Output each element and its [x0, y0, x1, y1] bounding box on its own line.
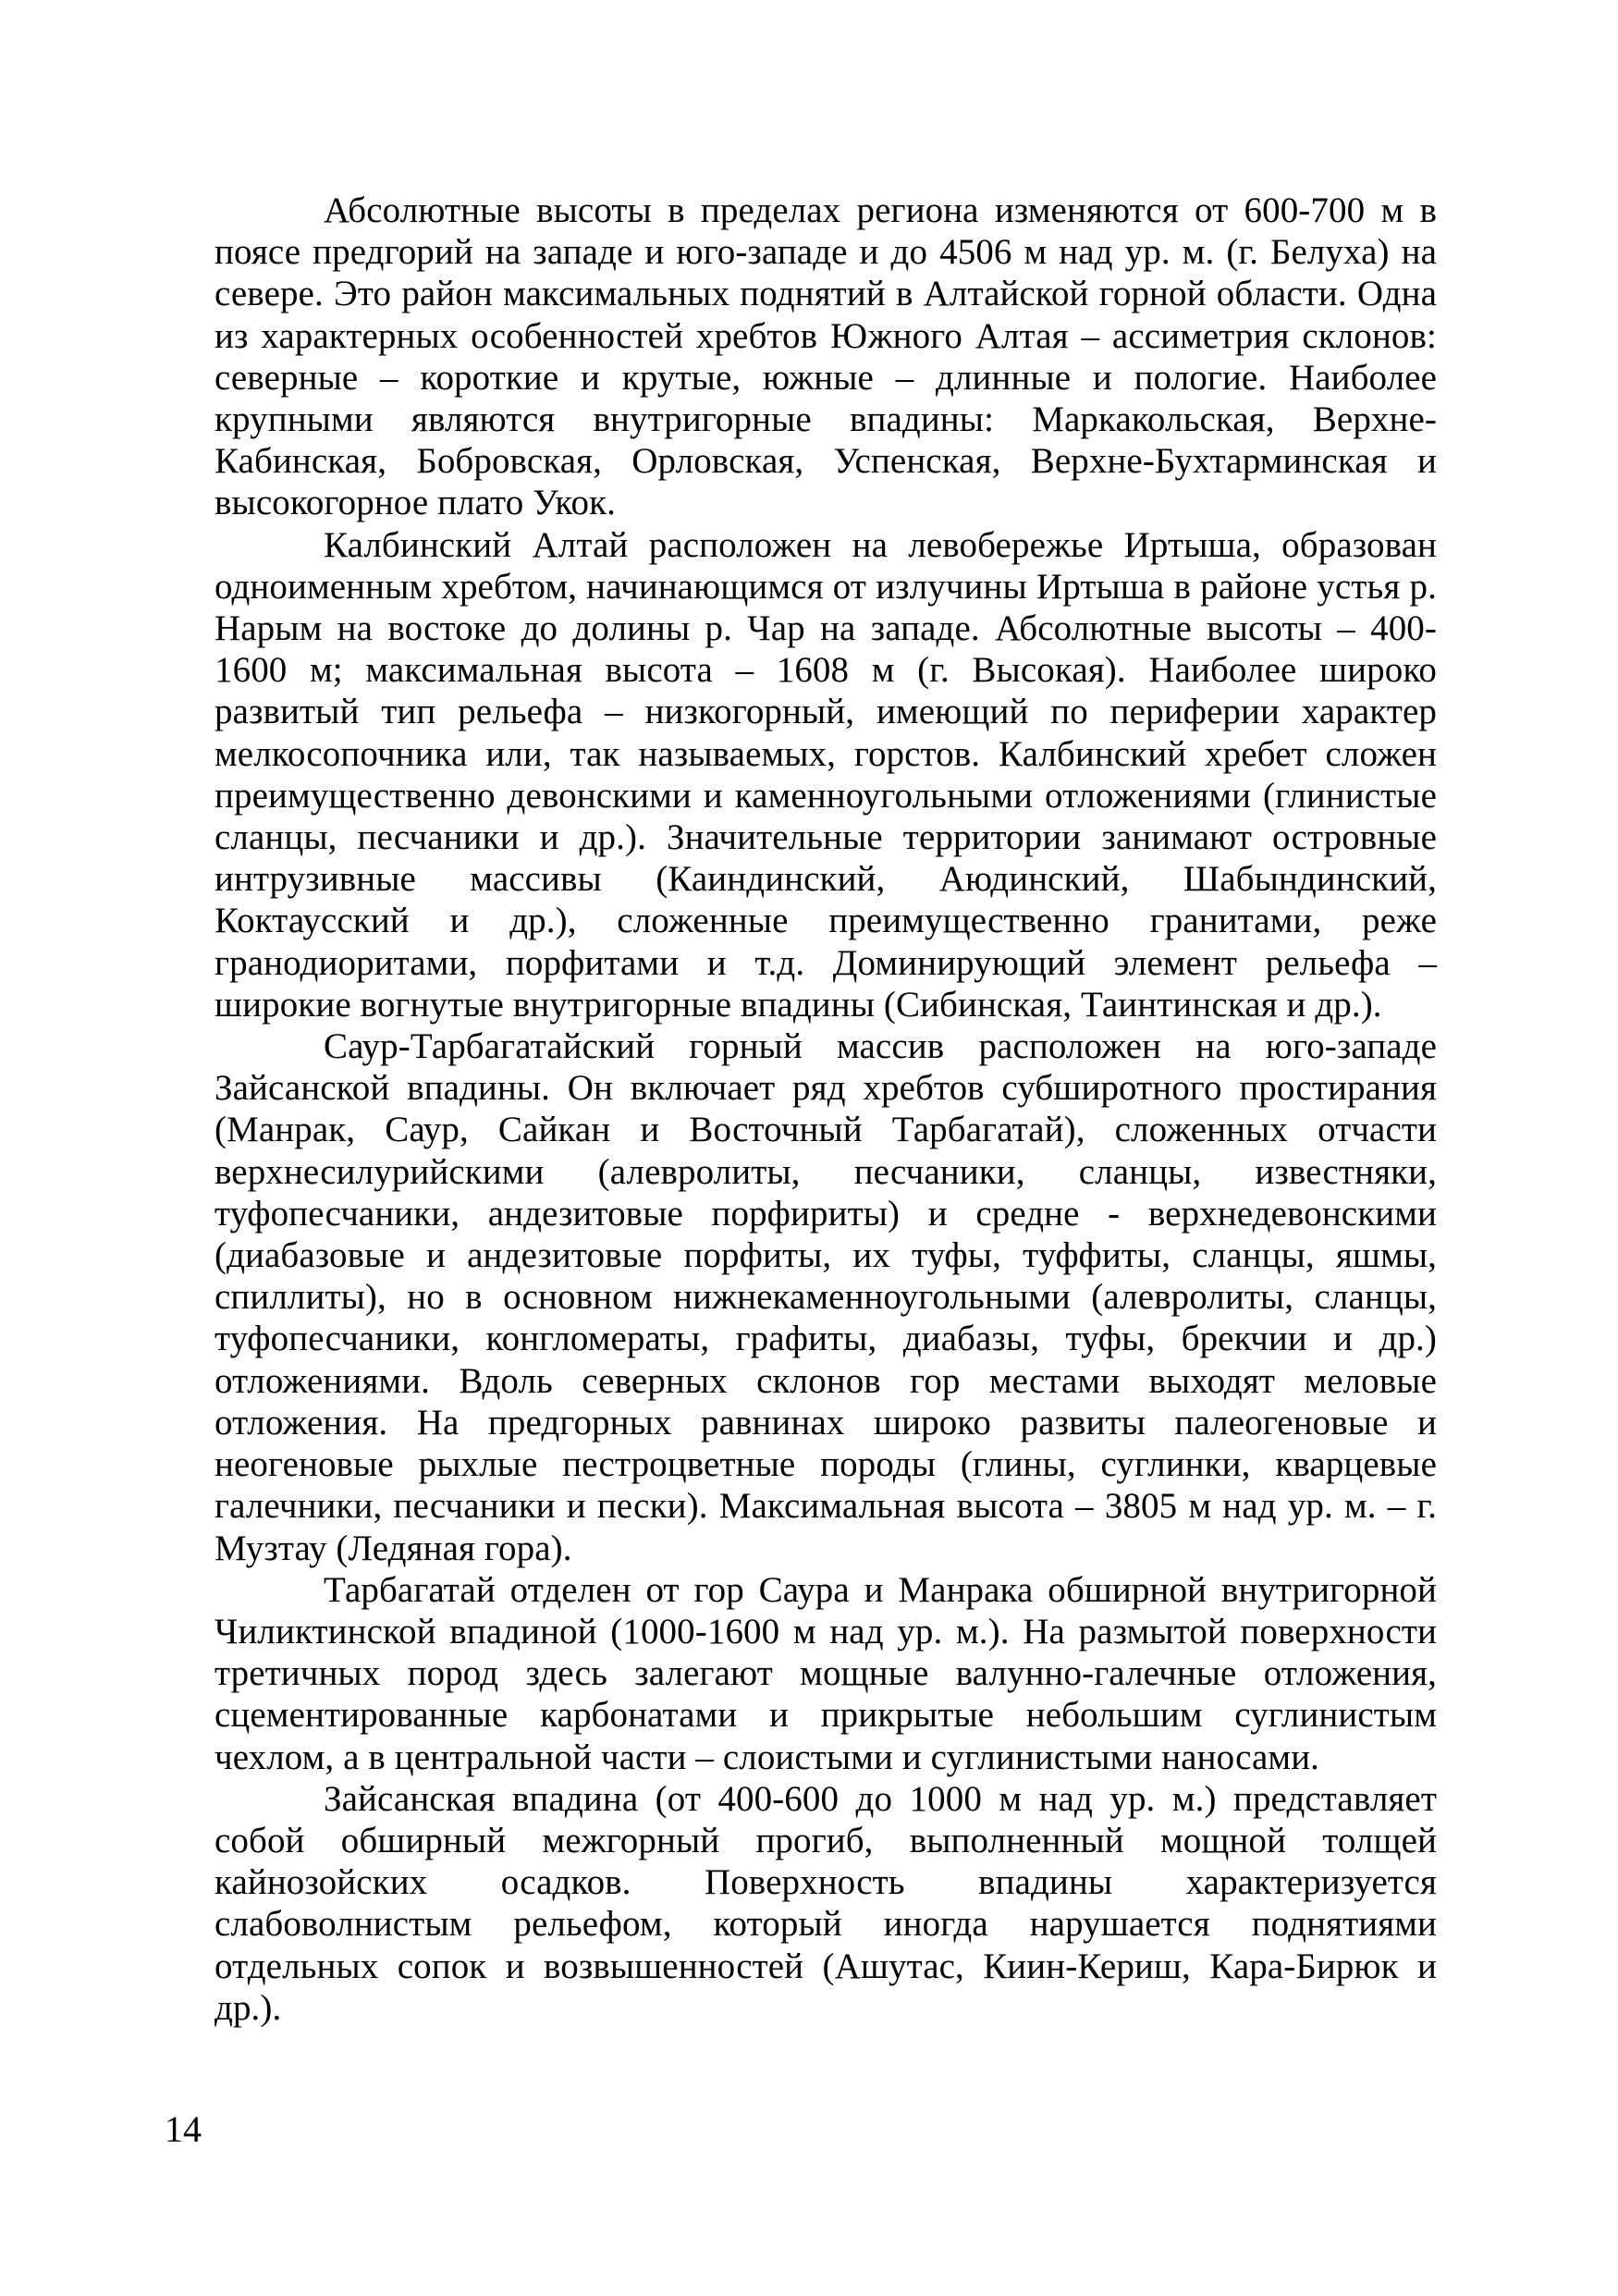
paragraph-zaisan-depression: Зайсанская впадина (от 400-600 до 1000 м над ур. м.) представляет собой обширный межгорный прогиб, выполненный мощной толщей кайнозойских осадков. Поверхность впадины характеризуется слабоволнистым рельефом, который иногда нарушается поднятиями отдельных сопок и возвышенностей (Ашутас, Киин-Кериш, Кара-Бирюк и др.).	[215, 1778, 1437, 2028]
paragraph-saur-tarbagatai: Саур-Тарбагатайский горный массив расположен на юго-западе Зайсанской впадины. Он включает ряд хребтов субширотного простирания (Манрак, Саур, Сайкан и Восточный Тарбагатай), сложенных отчасти верхнесилурийскими (алевролиты, песчаники, сланцы, известняки, туфопесчаники, андезитовые порфириты) и средне - верхнедевонскими (диабазовые и андезитовые порфиты, их туфы, туффиты, сланцы, яшмы, спиллиты), но в основном нижнекаменноугольными (алевролиты, сланцы, туфопесчаники, конгломераты, графиты, диабазы, туфы, брекчии и др.) отложениями. Вдоль северных склонов гор местами выходят меловые отложения. На предгорных равнинах широко развиты палеогеновые и неогеновые рыхлые пестроцветные породы (глины, суглинки, кварцевые галечники, песчаники и пески). Максимальная высота – 3805 м над ур. м. – г. Музтау (Ледяная гора).	[215, 1026, 1437, 1568]
page-body	[215, 190, 1437, 2029]
paragraph-kalba-altai: Калбинский Алтай расположен на левобережье Иртыша, образован одноименным хребтом, начинающимся от излучины Иртыша в районе устья р. Нарым на востоке до долины р. Чар на западе. Абсолютные высоты – 400-1600 м; максимальная высота – 1608 м (г. Высокая). Наиболее широко развитый тип рельефа – низкогорный, имеющий по периферии характер мелкосопочника или, так называемых, горстов. Калбинский хребет сложен преимущественно девонскими и каменноугольными отложениями (глинистые сланцы, песчаники и др.). Значительные территории занимают островные интрузивные массивы (Каиндинский, Аюдинский, Шабындинский, Коктаусский и др.), сложенные преимущественно гранитами, реже гранодиоритами, порфитами и т.д. Доминирующий элемент рельефа – широкие вогнутые внутригорные впадины (Сибинская, Таинтинская и др.).	[215, 524, 1437, 1025]
paragraph-tarbagatai: Тарбагатай отделен от гор Саура и Манрака обширной внутригорной Чиликтинской впадиной (1000-1600 м над ур. м.). На размытой поверхности третичных пород здесь залегают мощные валунно-галечные отложения, сцементированные карбонатами и прикрытые небольшим суглинистым чехлом, а в центральной части – слоистыми и суглинистыми наносами.	[215, 1569, 1437, 1777]
paragraph-southern-altai: Абсолютные высоты в пределах региона изменяются от 600-700 м в поясе предгорий на западе и юго-западе и до 4506 м над ур. м. (г. Белуха) на севере. Это район максимальных поднятий в Алтайской горной области. Одна из характерных особенностей хребтов Южного Алтая – ассиметрия склонов: северные – короткие и крутые, южные – длинные и пологие. Наиболее крупными являются внутригорные впадины: Маркакольская, Верхне-Кабинская, Бобровская, Орловская, Успенская, Верхне-Бухтарминская и высокогорное плато Укок.	[215, 190, 1437, 523]
page-number: 14	[165, 2108, 202, 2150]
